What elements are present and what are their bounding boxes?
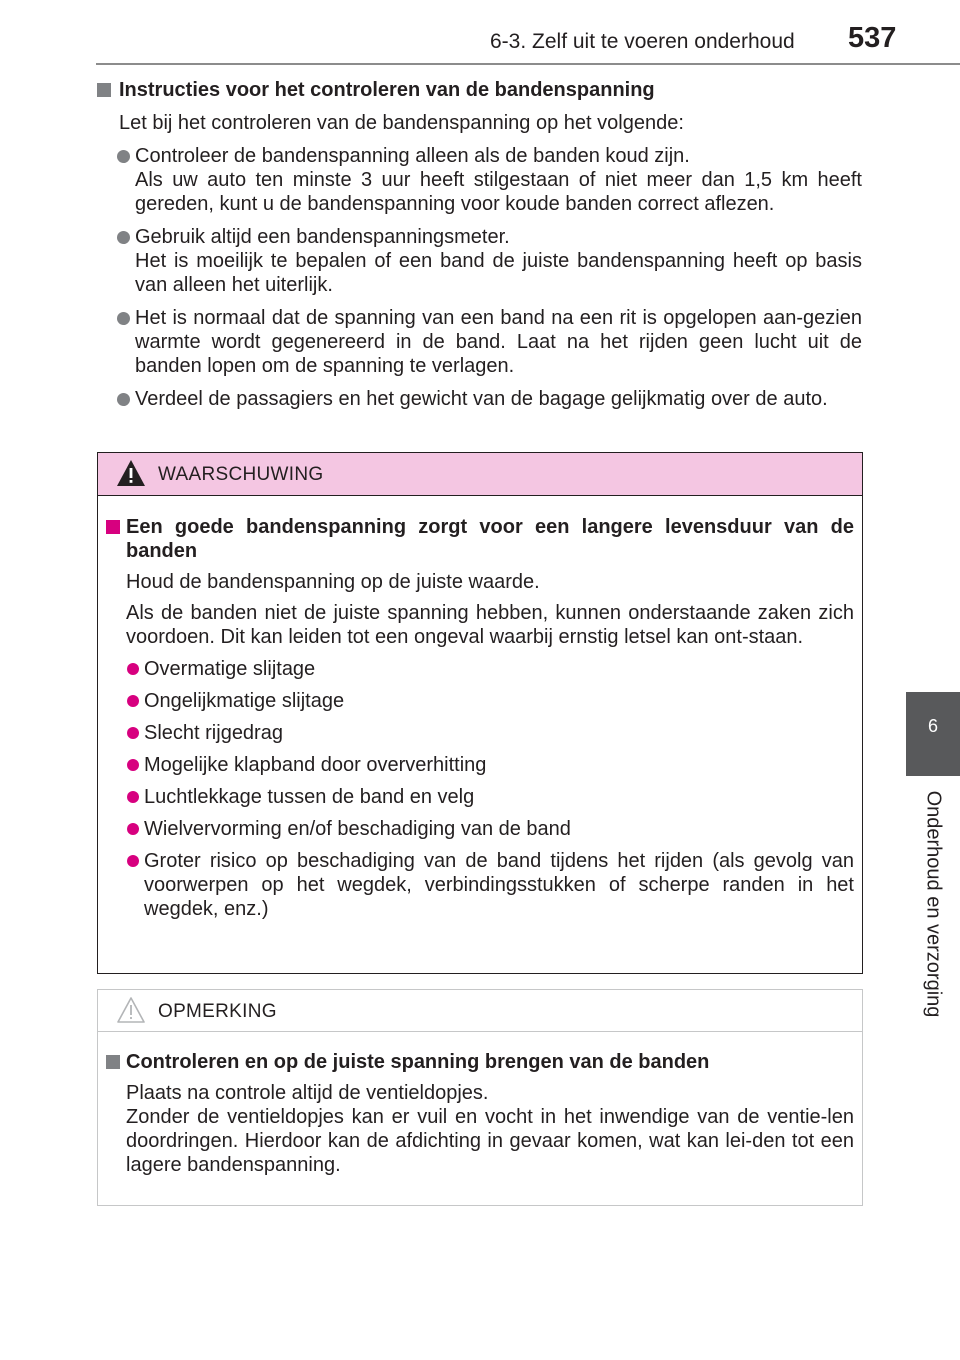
- circle-bullet-icon: [127, 759, 139, 771]
- circle-bullet-icon: [127, 663, 139, 675]
- list-item: Slecht rijgedrag: [106, 721, 854, 745]
- chapter-tab[interactable]: [906, 692, 960, 776]
- circle-bullet-icon: [127, 855, 139, 867]
- circle-bullet-icon: [117, 150, 130, 163]
- caution-triangle-icon: [116, 996, 146, 1024]
- warning-box: [97, 452, 863, 974]
- note-body: [106, 1050, 854, 1177]
- header-divider: [96, 63, 960, 65]
- main-content: [97, 78, 862, 411]
- circle-bullet-icon: [117, 393, 130, 406]
- list-item: Wielvervorming en/of beschadiging van de band: [106, 817, 854, 841]
- page-header: [0, 0, 960, 64]
- circle-bullet-icon: [117, 231, 130, 244]
- warning-paragraph: Houd de bandenspanning op de juiste waarde.: [126, 571, 540, 593]
- circle-bullet-icon: [117, 312, 130, 325]
- square-bullet-icon: [106, 520, 120, 534]
- square-bullet-icon: [97, 83, 111, 97]
- chapter-number: 6: [927, 716, 938, 736]
- list-item: Groter risico op beschadiging van de band tijdens het rijden (als gevolg van voorwerpen op het wegdek, verbindingsstukken of scherpe randen in het wegdek, enz.): [106, 849, 854, 921]
- warning-triangle-icon: [116, 459, 146, 487]
- list-item: Mogelijke klapband door oververhitting: [106, 753, 854, 777]
- list-item: Gebruik altijd een bandenspanningsmeter. Het is moeilijk te bepalen of een band de juiste bandenspanning heeft op basis van alleen het uiterlijk.: [97, 225, 862, 297]
- circle-bullet-icon: [127, 695, 139, 707]
- note-box: [97, 989, 863, 1206]
- warning-heading: Een goede bandenspanning zorgt voor een langere levensduur van de banden: [106, 515, 854, 563]
- note-heading: Controleren en op de juiste spanning brengen van de banden: [106, 1050, 854, 1074]
- note-header: [98, 990, 862, 1032]
- page-number: 537: [848, 22, 897, 54]
- note-label: OPMERKING: [158, 1001, 277, 1022]
- list-item: Overmatige slijtage: [106, 657, 854, 681]
- chapter-title: Onderhoud en verzorging: [922, 790, 945, 1018]
- square-bullet-icon: [106, 1055, 120, 1069]
- warning-paragraph: Als de banden niet de juiste spanning hebben, kunnen onderstaande zaken zich voordoen. Dit kan leiden tot een ongeval waarbij ernstig letsel kan ont-staan.: [126, 602, 854, 648]
- section-intro: Let bij het controleren van de bandenspanning op het volgende:: [119, 112, 684, 134]
- list-item: Controleer de bandenspanning alleen als de banden koud zijn. Als uw auto ten minste 3 uur heeft stilgestaan of niet meer dan 1,5 km heeft gereden, kunt u de bandenspanning voor koude banden correct aflezen.: [97, 144, 862, 216]
- circle-bullet-icon: [127, 823, 139, 835]
- warning-header: [98, 453, 862, 496]
- list-item: Het is normaal dat de spanning van een band na een rit is opgelopen aan-gezien warmte wordt gegenereerd in de band. Laat na het rijden geen lucht uit de banden lopen om de spanning te verlagen.: [97, 306, 862, 378]
- warning-body: [106, 515, 854, 921]
- section-heading: Instructies voor het controleren van de bandenspanning: [97, 78, 862, 102]
- circle-bullet-icon: [127, 791, 139, 803]
- list-item: Ongelijkmatige slijtage: [106, 689, 854, 713]
- warning-label: WAARSCHUWING: [158, 464, 324, 485]
- circle-bullet-icon: [127, 727, 139, 739]
- list-item: Verdeel de passagiers en het gewicht van de bagage gelijkmatig over de auto.: [97, 387, 862, 411]
- section-title: 6-3. Zelf uit te voeren onderhoud: [490, 30, 795, 53]
- note-paragraph: Plaats na controle altijd de ventieldopjes. Zonder de ventieldopjes kan er vuil en vocht in het inwendige van de ventie-len doordringen. Hierdoor kan de afdichting in gevaar komen, wat kan lei-den tot een lagere bandenspanning.: [126, 1082, 854, 1176]
- list-item: Luchtlekkage tussen de band en velg: [106, 785, 854, 809]
